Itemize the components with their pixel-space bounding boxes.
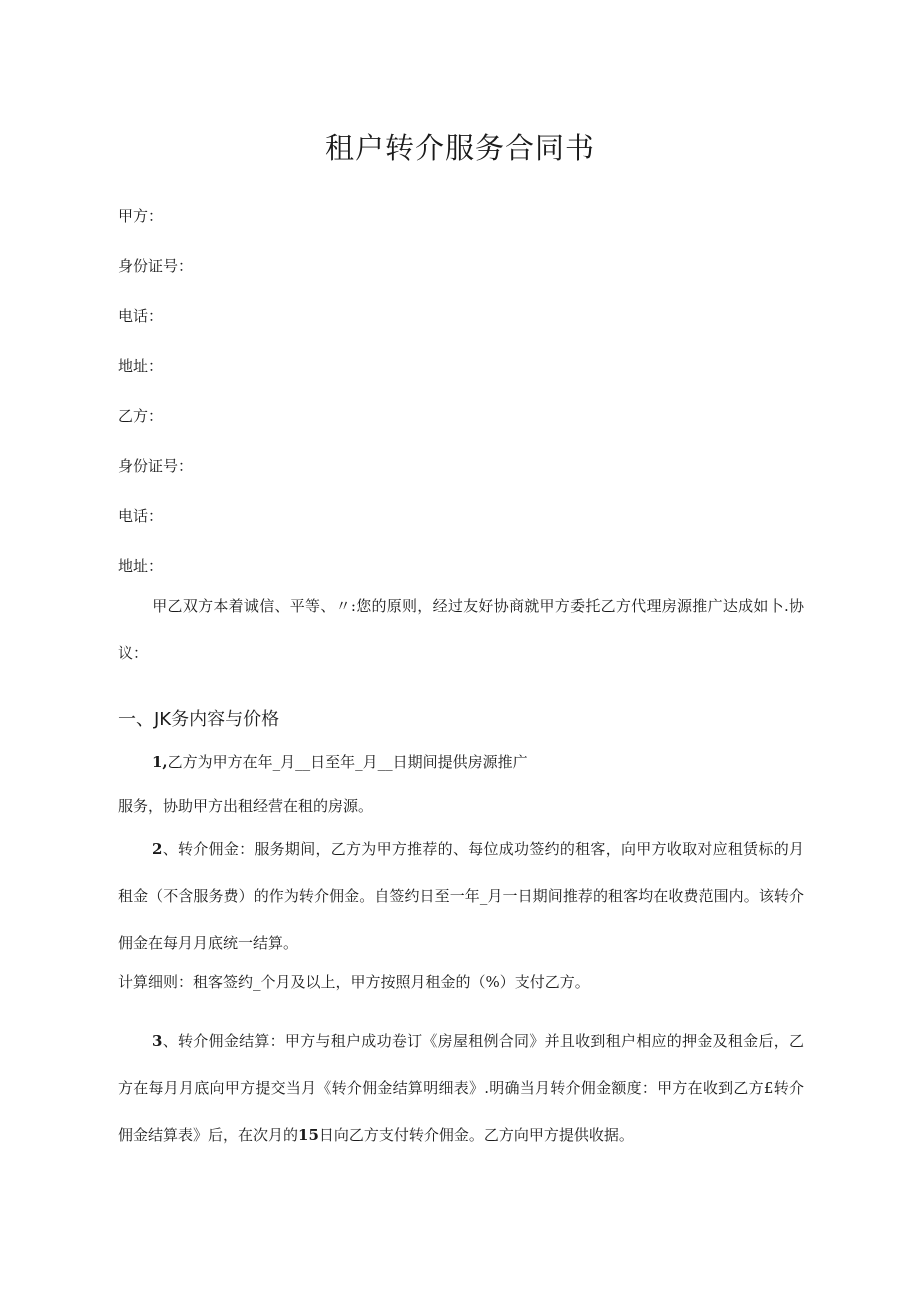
item3-day: 15	[298, 1126, 319, 1144]
item2-paragraph	[118, 826, 804, 967]
calc-detail: 计算细则：租客签约_个月及以上，甲方按照月租金的（%）支付乙方。	[118, 973, 590, 991]
item1-line1-text: 乙方为甲方在年_月__日至年_月__日期间提供房源推广	[167, 753, 528, 771]
party-a-address-label: 地址：	[118, 357, 164, 375]
item2-number: 2	[152, 840, 163, 858]
item3-number: 3	[152, 1032, 163, 1050]
party-b-id-label: 身份证号：	[118, 457, 194, 475]
item1-line2: 服务，协助甲方出租经营在租的房源。	[118, 797, 374, 815]
intro-paragraph	[118, 583, 804, 677]
item3-text-a: 、转介佣金结算：甲方与租户成功卷订《房屋租例合同》并且收到租户相应的押金及租金后，乙方在每月月底向甲方提交当月《转介佣金结算明细表》.明确当月转介佣金额度：甲方在收到乙方£转介佣金结算表》后，在次月的	[118, 1032, 804, 1144]
party-b-address-label: 地址：	[118, 557, 164, 575]
party-a-label: 甲方：	[118, 207, 164, 225]
item1-line1	[152, 752, 528, 772]
intro-text: 甲乙双方本着诚信、平等、〃:您的原则，经过友好协商就甲方委托乙方代理房源推广达成如卜.协议：	[118, 597, 804, 662]
item2-text: 、转介佣金：服务期间，乙方为甲方推荐的、每位成功签约的租客，向甲方收取对应租赁标的月租金（不含服务费）的作为转介佣金。自签约日至一年_月一日期间推荐的租客均在收费范围内。该转介佣金在每月月底统一结算。	[118, 840, 804, 952]
item3-text-b: 日向乙方支付转介佣金。乙方向甲方提供收据。	[318, 1126, 634, 1144]
party-a-id-label: 身份证号：	[118, 257, 194, 275]
party-b-label: 乙方：	[118, 407, 164, 425]
document-title: 租户转介服务合同书	[324, 131, 595, 165]
party-a-phone-label: 电话：	[118, 307, 164, 325]
item3-paragraph	[118, 1018, 804, 1159]
item1-number: 1,	[152, 753, 168, 771]
party-b-phone-label: 电话：	[118, 507, 164, 525]
section1-heading: 一、JK务内容与价格	[118, 709, 280, 730]
